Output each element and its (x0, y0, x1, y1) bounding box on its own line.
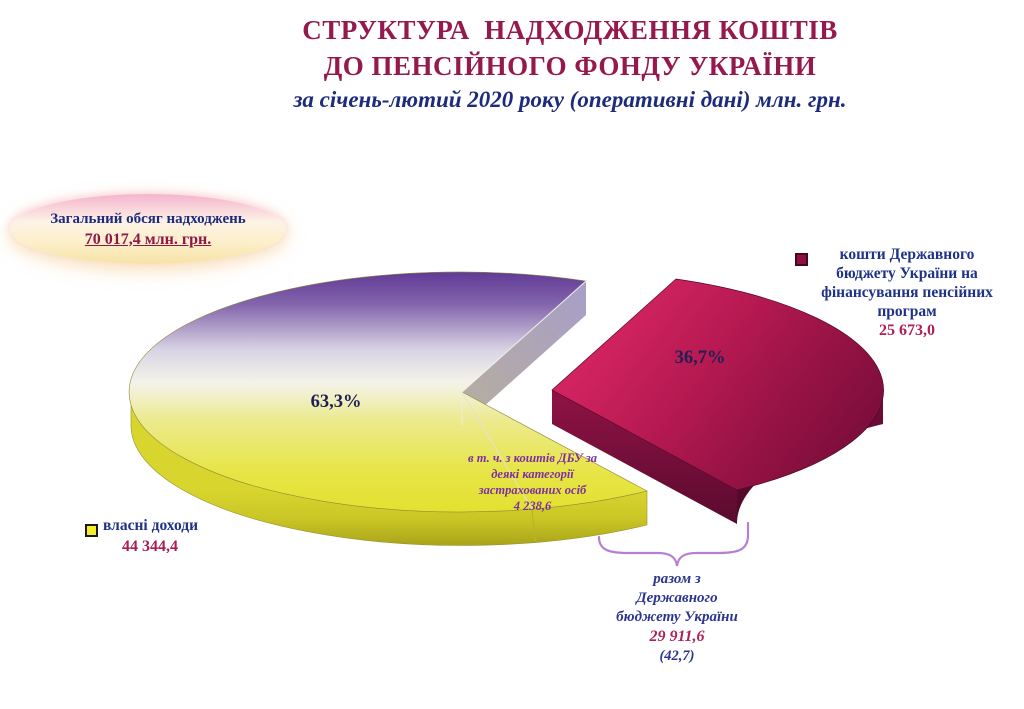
combined-note-value: 29 911,6 (649, 628, 705, 645)
combined-note-share: (42,7) (659, 648, 695, 664)
state-legend-label-line: кошти Державного (839, 246, 975, 263)
state-legend-label-line: бюджету України на (836, 265, 978, 282)
state-legend-label-line: фінансування пенсійних (821, 284, 993, 301)
combined-note-line: разом з (653, 571, 701, 587)
combined-note (577, 570, 777, 666)
state-legend-label-line: програм (877, 303, 937, 320)
state-legend (793, 245, 1021, 341)
sub-wedge-note (440, 450, 625, 514)
total-amount: 70 017,4 млн. грн. (84, 230, 212, 248)
state-legend-value: 25 673,0 (879, 322, 935, 339)
chart-title-line1: СТРУКТУРА НАДХОДЖЕННЯ КОШТІВ (302, 15, 838, 45)
chart-title-line2: ДО ПЕНСІЙНОГО ФОНДУ УКРАЇНИ (323, 51, 817, 81)
sub-wedge-note-line: деякі категорії (491, 467, 574, 481)
own-legend-value: 44 344,4 (122, 538, 178, 555)
chart-subtitle: за січень-лютий 2020 року (оперативні дані) млн. грн. (293, 87, 847, 112)
own-percent-label: 63,3% (310, 392, 362, 412)
own-legend-marker (85, 524, 98, 537)
combined-note-line: Державного (636, 590, 718, 606)
own-legend-label: власні доходи (103, 517, 199, 534)
sub-wedge-note-line: застрахованих осіб (478, 483, 587, 497)
combined-note-line: бюджету України (616, 609, 738, 625)
state-percent-label: 36,7% (674, 348, 726, 368)
sub-wedge-note-value: 4 238,6 (513, 499, 552, 513)
sub-wedge-note-line: в т. ч. з коштів ДБУ за (467, 451, 597, 465)
total-caption: Загальний обсяг надходжень (50, 210, 246, 227)
